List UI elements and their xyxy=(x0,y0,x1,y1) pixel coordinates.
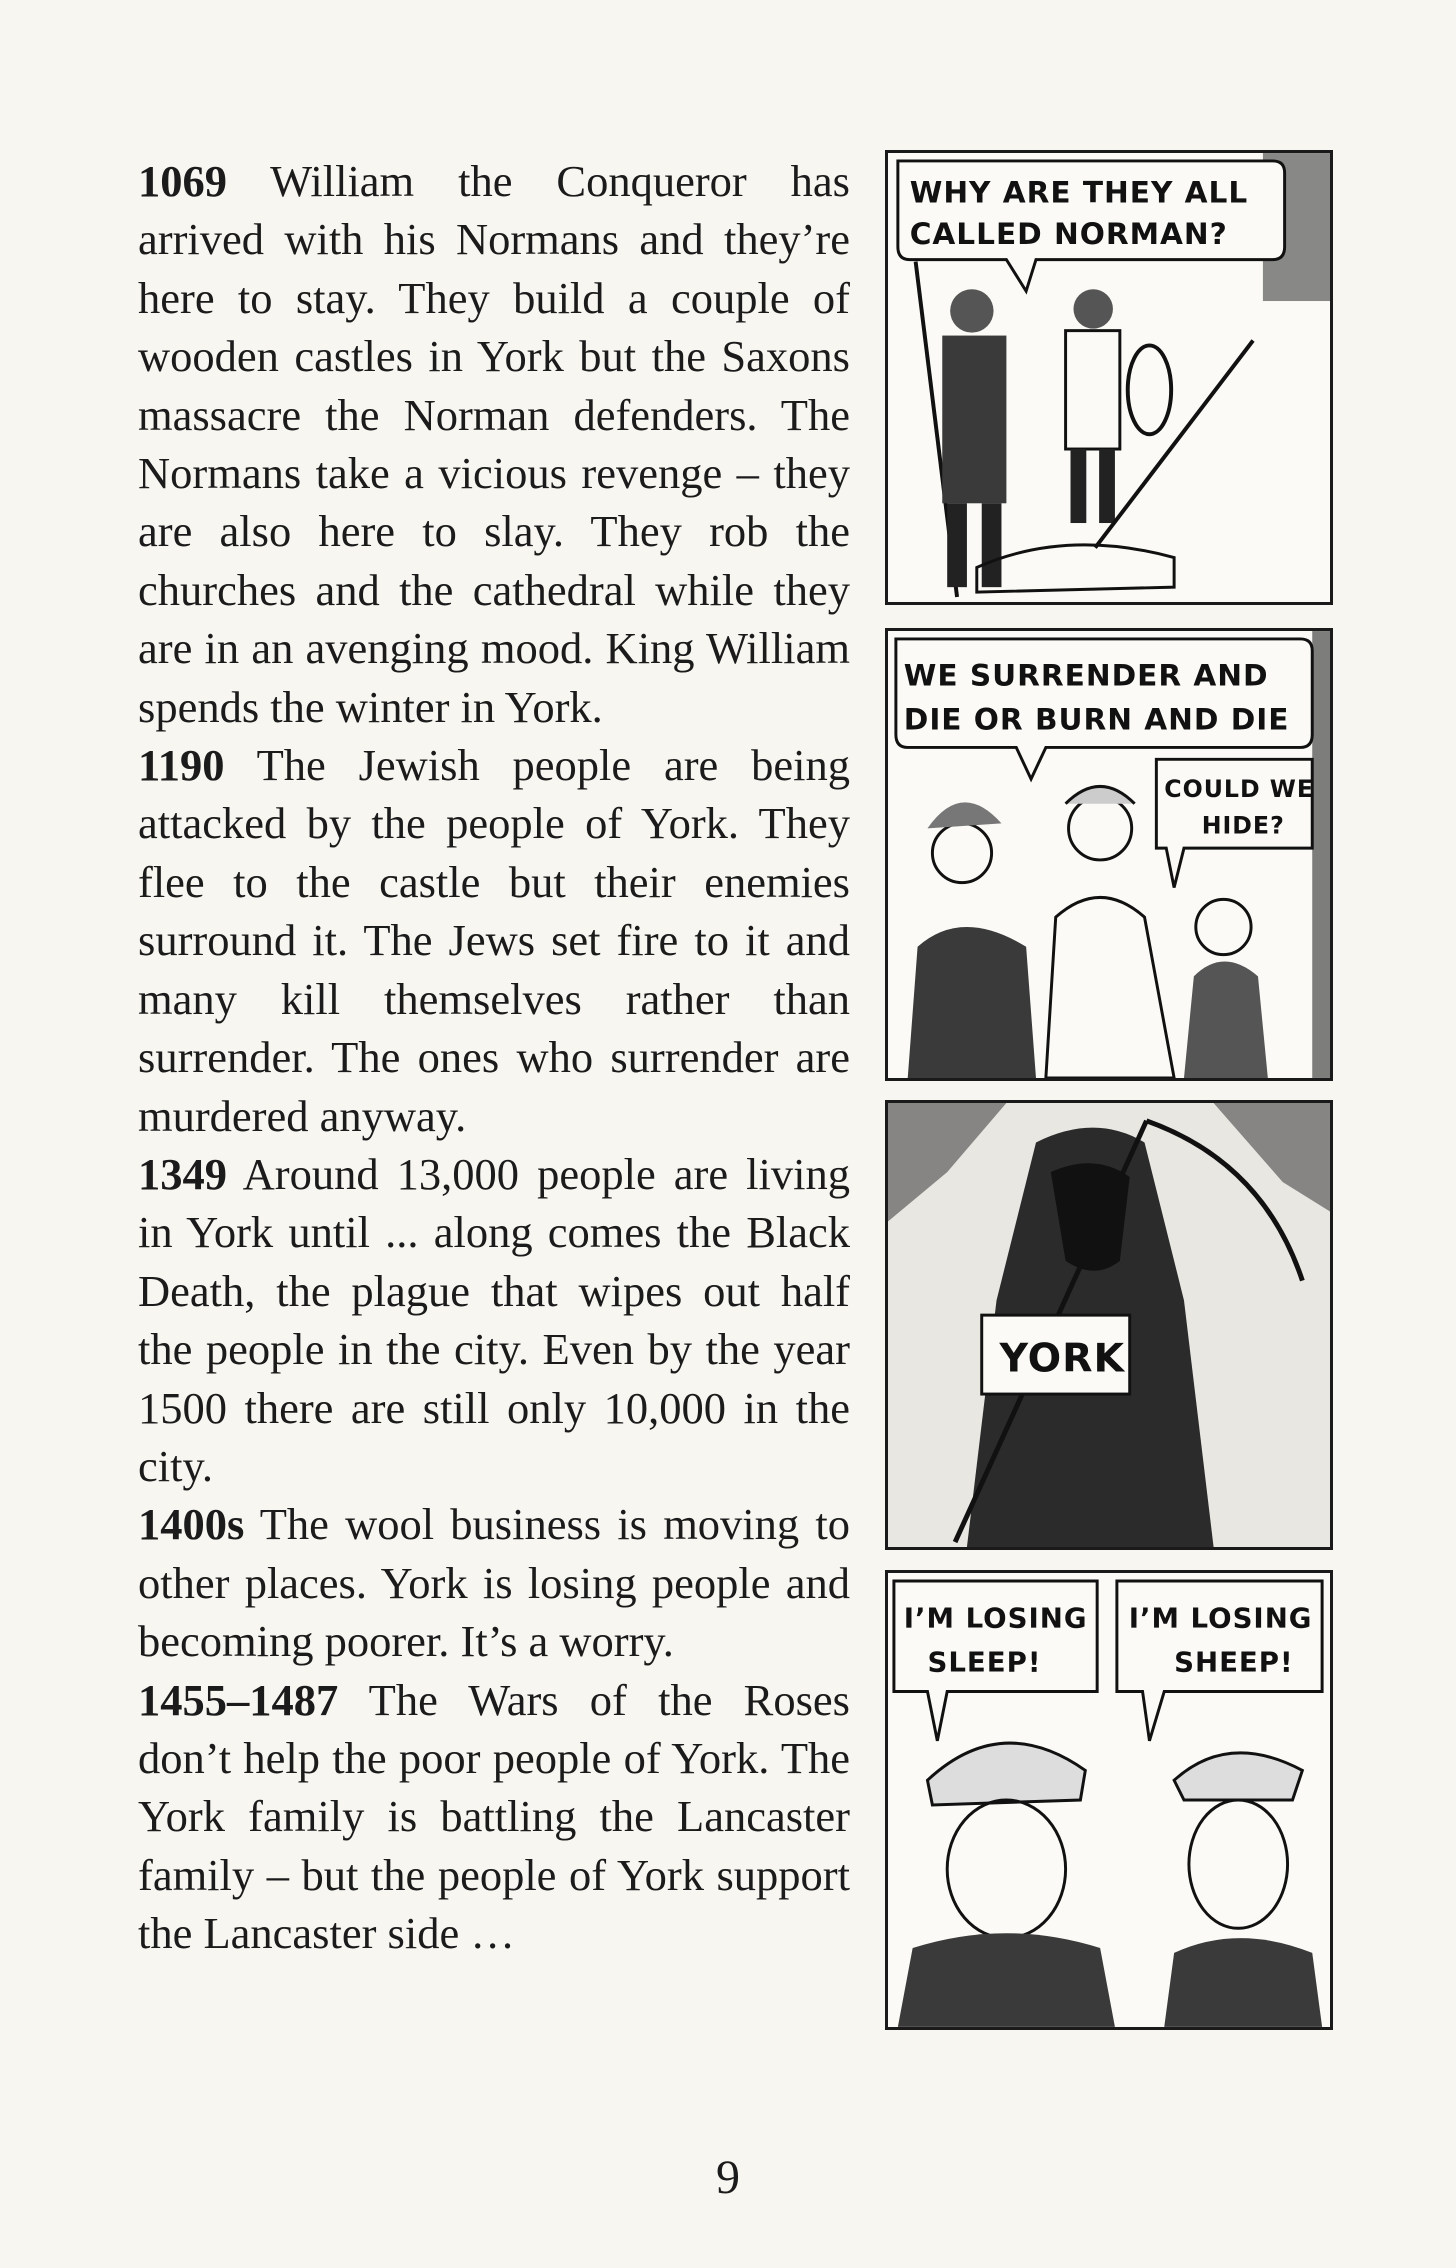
entry-text: The wool business is moving to other places. York is losing people and becoming poorer. It’s a worry. xyxy=(138,1499,850,1667)
entry-year: 1069 xyxy=(138,156,227,206)
entry-1349 xyxy=(138,1145,850,1495)
entry-text: The Jewish people are being attacked by the people of York. They flee to the castle but their enemies surround it. The Jews set fire to it and many kill themselves rather than surrender. The ones who surrender are murdered anyway. xyxy=(138,740,850,1141)
comic-panel-black-death xyxy=(885,1100,1333,1550)
entry-1455-1487 xyxy=(138,1671,850,1963)
small-bubble-line-1: COULD WE xyxy=(1164,774,1315,803)
entry-year: 1349 xyxy=(138,1148,227,1199)
small-bubble-line-2: HIDE? xyxy=(1201,811,1285,840)
left-bubble-line-1: I’M LOSING xyxy=(903,1601,1088,1635)
comic-panel-york-jews xyxy=(885,628,1333,1081)
bubble-line-1: WE SURRENDER AND xyxy=(903,658,1269,693)
page-number: 9 xyxy=(716,2151,740,2204)
bubble-line-1: WHY ARE THEY ALL xyxy=(909,175,1249,210)
jews-illustration xyxy=(888,631,1330,1078)
comic-panel-wool-merchants xyxy=(885,1570,1333,2030)
entry-year: 1455–1487 xyxy=(138,1674,339,1725)
history-text-column xyxy=(138,152,850,1963)
entry-text: The Wars of the Roses don’t help the poor people of York. The York family is battling the Lancaster family – but the people of York support the Lancaster side … xyxy=(138,1674,850,1959)
york-sign-text: YORK xyxy=(999,1335,1126,1382)
bubble-line-2: DIE OR BURN AND DIE xyxy=(903,702,1290,737)
right-bubble-line-2: SHEEP! xyxy=(1174,1645,1294,1679)
entry-text: Around 13,000 people are living in York until ... along comes the Black Death, the plague that wipes out half the people in the city. Even by the year 1500 there are still only 10,000 in the city. xyxy=(138,1148,850,1491)
entry-year: 1400s xyxy=(138,1499,245,1550)
right-bubble-line-1: I’M LOSING xyxy=(1128,1601,1313,1635)
entry-1400s xyxy=(138,1495,850,1670)
entry-1069 xyxy=(138,152,850,736)
entry-1190 xyxy=(138,736,850,1145)
black-death-illustration xyxy=(888,1103,1330,1547)
merchants-illustration xyxy=(888,1573,1330,2027)
entry-year: 1190 xyxy=(138,740,225,791)
left-bubble-line-2: SLEEP! xyxy=(927,1645,1042,1679)
entry-text: William the Conqueror has arrived with his Normans and they’re here to stay. They build a couple of wooden castles in York but the Saxons massacre the Norman defenders. The Normans take a vicious revenge – they are also here to slay. They rob the churches and the cathedral while they are in an avenging mood. King William spends the winter in York. xyxy=(138,156,850,732)
comic-panel-normans xyxy=(885,150,1333,605)
bubble-line-2: CALLED NORMAN? xyxy=(909,216,1228,251)
normans-illustration xyxy=(888,153,1330,602)
